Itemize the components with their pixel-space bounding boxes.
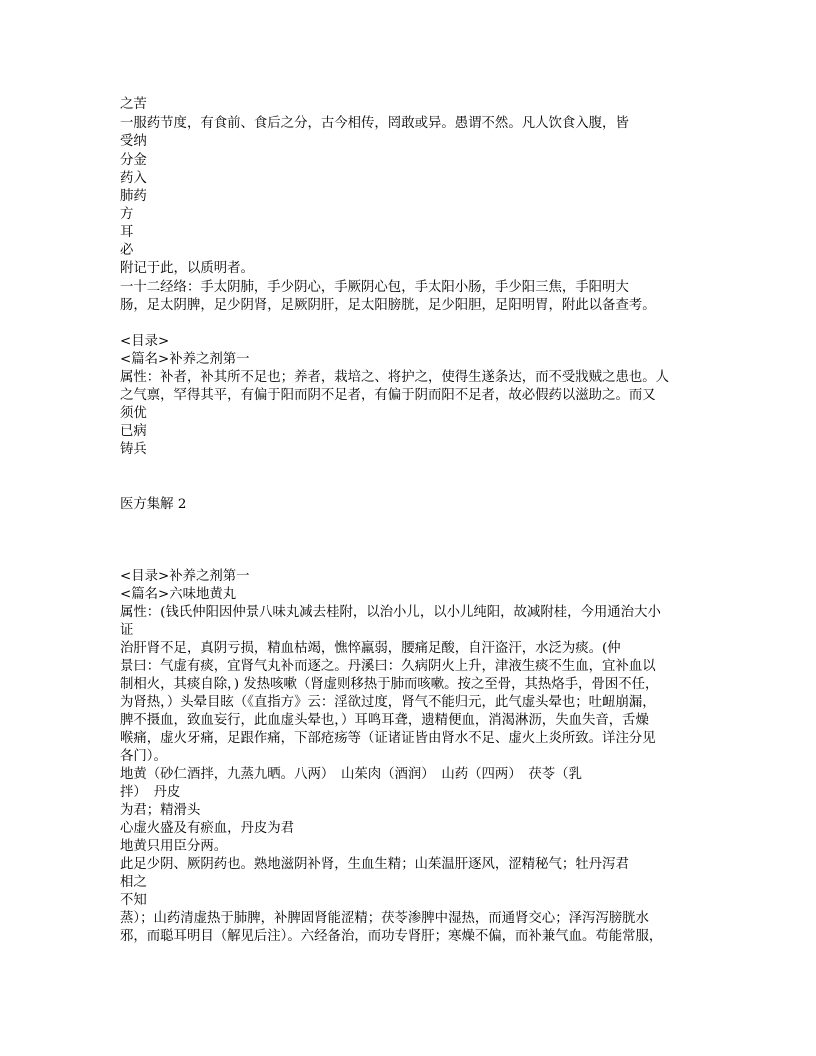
text-line: 不知 (120, 893, 147, 908)
text-line: 景曰：气虚有痰，宜肾气丸补而逐之。丹溪曰：久病阴火上升，津液生痰不生血，宜补血以 (120, 659, 656, 674)
text-line: 肠，足太阴脾，足少阴肾，足厥阴肝，足太阳膀胱，足少阳胆，足阳明胃，附此以备查考。 (120, 298, 656, 313)
text-line: 证 (120, 623, 134, 638)
text-line: 心虚火盛及有瘀血，丹皮为君 (120, 821, 295, 836)
text-line: 之气禀，罕得其平，有偏于阳而阴不足者，有偏于阴而阳不足者，故必假药以滋助之。而又 (120, 388, 656, 403)
text-line: 脾不摄血，致血妄行，此血虚头晕也，）耳鸣耳聋，遗精便血，消渴淋沥，失血失音，舌燥 (120, 713, 649, 728)
text-line: 此足少阴、厥阴药也。熟地滋阴补肾，生血生精；山茱温肝逐风，涩精秘气；牡丹泻君 (120, 857, 629, 872)
text-line: 方 (120, 207, 134, 222)
text-line: 地黄只用臣分两。 (120, 839, 228, 854)
text-line: 必 (120, 243, 134, 258)
chapter-heading: <篇名>六味地黄丸 (120, 587, 237, 602)
text-line: 一服药节度，有食前、食后之分，古今相传，罔敢或异。愚谓不然。凡人饮食入腹，皆 (120, 116, 629, 131)
text-line: 制相火，其痰自除，) 发热咳嗽（肾虚则移热于肺而咳嗽。按之至骨，其热烙手，骨困不任， (120, 677, 659, 692)
chapter-heading: <篇名>补养之剂第一 (120, 352, 250, 367)
text-line: 邪，而聪耳明目（解见后注）。六经备治，而功专肾肝；寒燥不偏，而补兼气血。苟能常服， (120, 929, 663, 944)
text-line: 拌） 丹皮 (120, 785, 181, 800)
catalog-marker: <目录> (120, 334, 170, 349)
text-line: 地黄（砂仁酒拌，九蒸九晒。八两） 山茱肉（酒润） 山药（四两） 茯苓（乳 (120, 767, 582, 782)
text-line: 为肾热，）头晕目眩（《直指方》云：淫欲过度，肾气不能归元，此气虚头晕也；吐衄崩漏， (120, 695, 656, 710)
text-line: 受纳 (120, 134, 147, 149)
text-line: 须优 (120, 406, 147, 421)
text-line: 相之 (120, 875, 147, 890)
text-line: 治肝肾不足，真阴亏损，精血枯竭，憔悴羸弱，腰痛足酸，自汗盗汗，水泛为痰。(仲 (120, 641, 621, 656)
text-line: 属性：补者，补其所不足也；养者，栽培之、将护之，使得生遂条达，而不受戕贼之患也。人 (120, 370, 670, 385)
text-line: 一十二经络：手太阴肺，手少阴心，手厥阴心包，手太阳小肠，手少阳三焦，手阳明大 (120, 280, 629, 295)
text-line: 属性：(钱氏仲阳因仲景八味丸减去桂附，以治小儿，以小儿纯阳，故减附桂，今用通治大小 (120, 605, 661, 620)
text-line: 喉痛，虚火牙痛，足跟作痛，下部疮疡等（证诸证皆由肾水不足、虚火上炎所致。详注分见 (120, 731, 656, 746)
text-line: 药入 (120, 171, 147, 186)
text-line: 蒸）；山药清虚热于肺脾，补脾固肾能涩精；茯苓渗脾中湿热，而通肾交心；泽泻泻膀胱水 (120, 911, 649, 926)
catalog-marker: <目录>补养之剂第一 (120, 569, 250, 584)
text-line: 之苦 (120, 97, 147, 112)
text-line: 为君；精滑头 (120, 803, 201, 818)
text-line: 附记于此，以质明者。 (120, 261, 254, 276)
text-line: 肺药 (120, 189, 147, 204)
text-line: 各门）。 (120, 749, 167, 764)
text-line: 耳 (120, 225, 134, 240)
text-line: 分金 (120, 153, 147, 168)
page-footer: 医方集解 2 (120, 497, 187, 512)
text-line: 铸兵 (120, 442, 147, 457)
text-line: 已病 (120, 424, 147, 439)
